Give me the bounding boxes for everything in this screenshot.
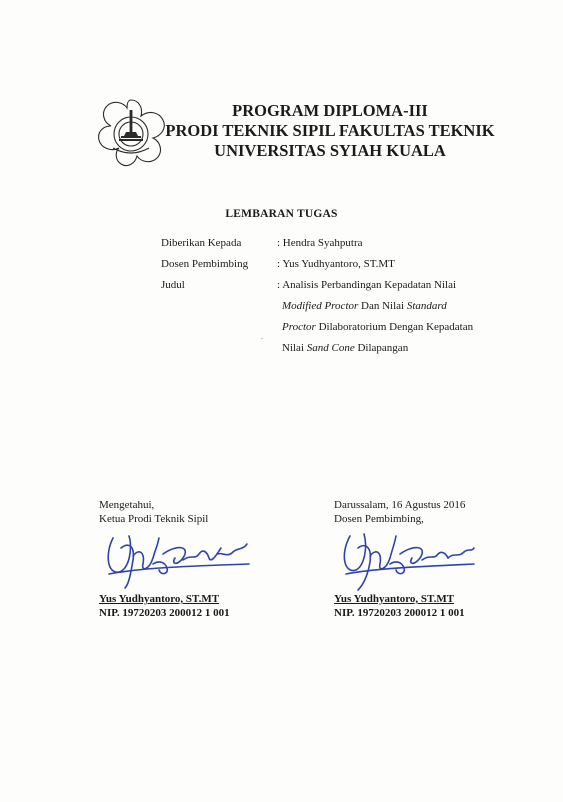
stray-mark: . (261, 332, 263, 341)
handwritten-signature-icon (334, 508, 484, 592)
head-nip: NIP. 19720203 200012 1 001 (99, 607, 230, 619)
document-title: LEMBARAN TUGAS (225, 208, 338, 220)
title-term-standard: Standard (406, 300, 447, 312)
supervisor-value: : Yus Yudhyantoro, ST.MT (277, 258, 395, 270)
acknowledged-label: Mengetahui, (99, 499, 155, 511)
institution-header (160, 101, 500, 161)
header-line-program: PROGRAM DIPLOMA-III (232, 101, 428, 120)
supervisor-nip: NIP. 19720203 200012 1 001 (334, 607, 465, 619)
header-line-faculty: PRODI TEKNIK SIPIL FAKULTAS TEKNIK (165, 121, 495, 140)
given-to-label: Diberikan Kepada (161, 237, 242, 249)
title-term-proctor: Proctor (282, 321, 316, 333)
signature-space (99, 526, 230, 592)
title-line-1: : Analisis Perbandingan Kepadatan Nilai (277, 279, 457, 291)
title-term-modified-proctor: Modified Proctor (282, 300, 359, 312)
title-line-2-text: Dan Nilai (358, 300, 407, 312)
given-to-value: : Hendra Syahputra (277, 237, 363, 249)
place-date-label: Darussalam, 16 Agustus 2016 (334, 499, 466, 511)
head-role-label: Ketua Prodi Teknik Sipil (99, 513, 209, 525)
supervisor-label: Dosen Pembimbing (161, 258, 249, 270)
title-line-3-text: Dilaboratorium Dengan Kepadatan (315, 321, 474, 333)
title-line-3 (282, 317, 473, 338)
signature-space (334, 526, 465, 592)
supervisor-name: Yus Yudhyantoro, ST.MT (334, 593, 455, 605)
header-line-university: UNIVERSITAS SYIAH KUALA (214, 141, 446, 160)
head-name: Yus Yudhyantoro, ST.MT (99, 593, 220, 605)
title-term-sand-cone: Sand Cone (306, 342, 355, 354)
title-line-4-text: Dilapangan (354, 342, 409, 354)
signature-block-supervisor (334, 498, 465, 620)
title-line-2 (282, 296, 447, 317)
university-seal-icon (93, 96, 169, 168)
title-line-4 (282, 338, 408, 359)
handwritten-signature-icon (99, 508, 259, 592)
title-line-4-pre: Nilai (282, 342, 307, 354)
supervisor-role-label: Dosen Pembimbing, (334, 513, 424, 525)
signature-block-head (99, 498, 230, 620)
title-label: Judul (161, 279, 185, 291)
